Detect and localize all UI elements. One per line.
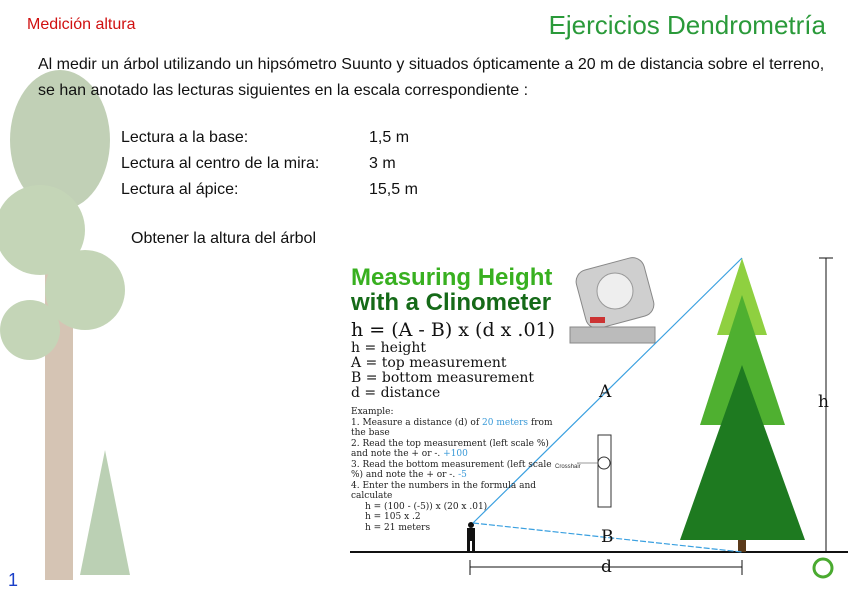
- example-step: [351, 460, 561, 481]
- reading-value: 15,5 m: [369, 181, 418, 198]
- step-highlight: 20 meters: [482, 417, 529, 428]
- label-b: B: [601, 527, 614, 547]
- figure-title-line: with a Clinometer: [351, 289, 552, 316]
- example-step: [351, 439, 561, 460]
- definition: A = top measurement: [351, 355, 507, 371]
- figure-title: [351, 265, 552, 315]
- background-tree-image: [0, 60, 140, 580]
- reading-label: Lectura al ápice:: [121, 181, 239, 198]
- reading-label: Lectura al centro de la mira:: [121, 155, 320, 172]
- figure-title-line: Measuring Height: [351, 264, 553, 291]
- definition: d = distance: [351, 385, 441, 401]
- crosshair-label: Crosshair: [555, 464, 581, 470]
- label-a: A: [599, 382, 612, 402]
- step-text: 4. Enter the numbers in the formula and calculate: [351, 480, 537, 501]
- example-title: Example:: [351, 407, 394, 417]
- reading-label: Lectura a la base:: [121, 129, 249, 146]
- reading-row: [121, 129, 410, 147]
- conifer-tree: [680, 258, 805, 552]
- slide-title: Ejercicios Dendrometría: [548, 10, 826, 40]
- reading-value: 1,5 m: [369, 129, 410, 146]
- section-title: Medición altura: [27, 16, 136, 33]
- example-block: [351, 407, 561, 533]
- label-h: h: [818, 392, 829, 412]
- clinometer-image: [570, 255, 657, 343]
- step-highlight: -5: [458, 470, 467, 480]
- calc-line: h = (100 - (-5)) x (20 x .01): [365, 501, 488, 512]
- page-number: 1: [8, 570, 19, 590]
- step-text: from the base: [351, 417, 553, 438]
- formula: h = (A - B) x (d x .01): [351, 319, 556, 341]
- step-text: 1. Measure a distance (d) of: [351, 417, 483, 428]
- step-text: 3. Read the bottom measurement (left scale %) and note the + or -.: [351, 459, 552, 480]
- problem-statement: Al medir un árbol utilizando un hipsómetro Suunto y situados ópticamente a 20 m de distancia sobre el terreno, se han anotado las lecturas siguientes en la escala correspondiente :: [38, 56, 825, 99]
- calc-line: h = 105 x .2: [365, 512, 421, 522]
- reading-row: [121, 181, 418, 199]
- definition: B = bottom measurement: [351, 370, 535, 386]
- task-text: Obtener la altura del árbol: [131, 230, 316, 247]
- reading-value: 3 m: [369, 155, 396, 172]
- clinometer-figure: [345, 255, 848, 599]
- definition: h = height: [351, 340, 427, 356]
- step-highlight: +100: [443, 449, 468, 459]
- calc-line: h = 21 meters: [365, 522, 431, 533]
- reading-row: [121, 155, 396, 173]
- example-step: [351, 418, 561, 439]
- label-d: d: [601, 557, 612, 577]
- example-step: [351, 481, 561, 502]
- step-text: 2. Read the top measurement (left scale %) and note the + or -.: [351, 438, 549, 459]
- formula-block: [351, 319, 555, 401]
